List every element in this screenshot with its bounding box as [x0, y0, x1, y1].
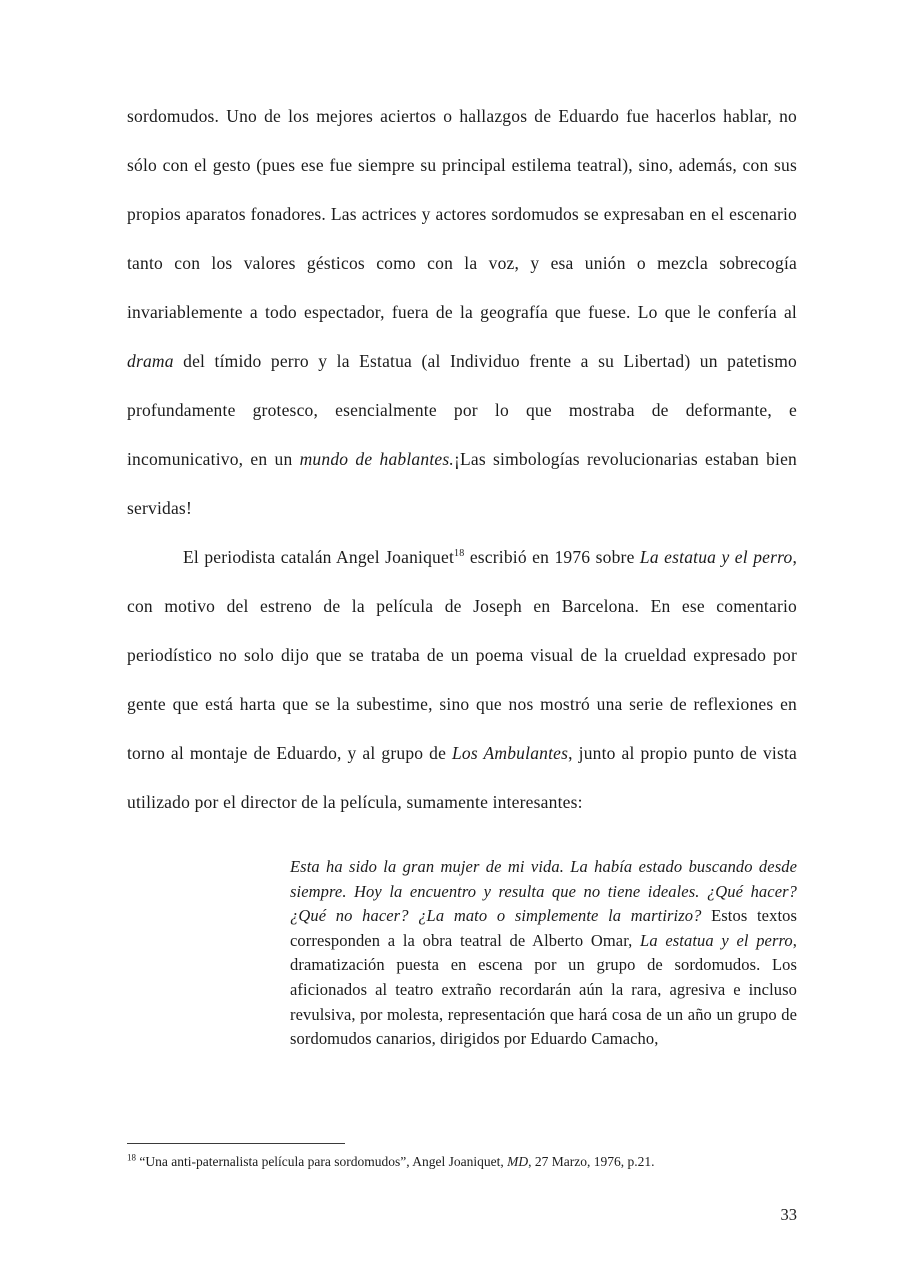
footnote-separator: [127, 1143, 345, 1144]
page-number: 33: [780, 1205, 797, 1224]
paragraph-continuation: sordomudos. Uno de los mejores aciertos o hallazgos de Eduardo fue hacerlos hablar, no sólo con el gesto (pues ese fue siempre su principal estilema teatral), sino, además, con sus propios aparatos fonadores. Las actrices y actores sordomudos se expresaban en el escenario tanto con los valores gésticos como con la voz, y esa unión o mezcla sobrecogía invariablemente a todo espectador, fuera de la geografía que fuese. Lo que le confería al drama del tímido perro y la Estatua (al Individuo frente a su Libertad) un patetismo profundamente grotesco, esencialmente por lo que mostraba de deformante, e incomunicativo, en un mundo de hablantes.¡Las simbologías revolucionarias estaban bien servidas!: [127, 106, 798, 518]
paragraph-joaniquet: El periodista catalán Angel Joaniquet$^{18}$ escribió en 1976 sobre La estatua y el perro, con motivo del estreno de la película de Joseph en Barcelona. En ese comentario periodístico no solo dijo que se trataba de un poema visual de la crueldad expresado por gente que está harta que se la subestime, sino que nos mostró una serie de reflexiones en torno al montaje de Eduardo, y al grupo de Los Ambulantes, junto al propio punto de vista utilizado por el director de la película, sumamente interesantes:: [127, 547, 798, 812]
footnote-18: $^{18}$ “Una anti-paternalista película para sordomudos”, Angel Joaniquet, MD, 27 Marzo, 1976, p.21.: [127, 1152, 655, 1169]
block-quote: Esta ha sido la gran mujer de mi vida. La había estado buscando desde siempre. Hoy la encuentro y resulta que no tiene ideales. ¿Qué hacer? ¿Qué no hacer? ¿La mato o simplemente la martirizo? Estos textos corresponden a la obra teatral de Alberto Omar, La estatua y el perro, dramatización puesta en escena por un grupo de sordomudos. Los aficionados al teatro extraño recordarán aún la rara, agresiva e incluso revulsiva, por molesta, representación que hará cosa de un año un grupo de sordomudos canarios, dirigidos por Eduardo Camacho,: [290, 857, 798, 1049]
page-body: [127, 92, 797, 1052]
